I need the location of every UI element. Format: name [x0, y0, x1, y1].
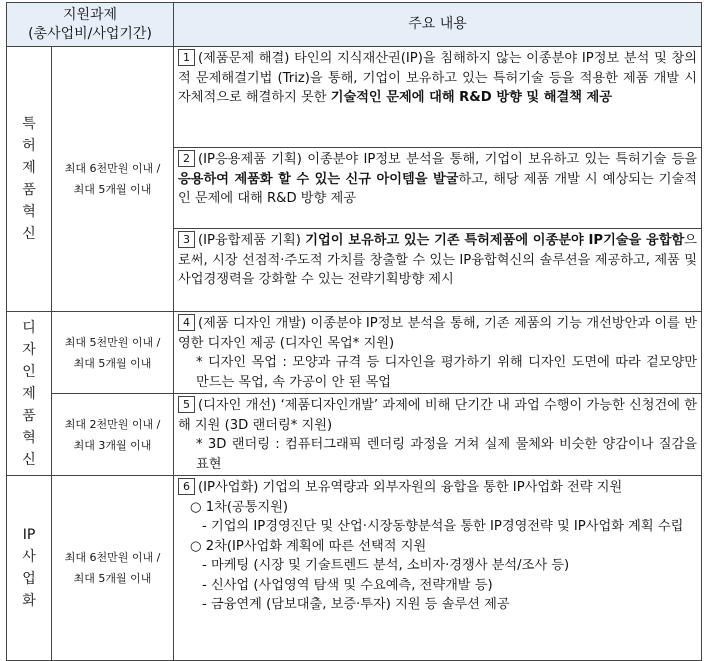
budget-ip: 최대 6천만원 이내 / 최대 5개월 이내	[52, 476, 174, 661]
phase-2-item: - 금융연계 (담보대출, 보증·투자) 지원 등 솔루션 제공	[202, 597, 510, 612]
item-number-badge: 2	[178, 150, 195, 167]
item-number-badge: 6	[178, 478, 195, 495]
item-6-content: 6 (IP사업화) 기업의 보유역량과 외부자원의 융합을 통한 IP사업화 전략 지원 ○ 1차(공통지원) - 기업의 IP경영진단 및 산업·시장동향분석을 통한 IP경영전략 및 IP사업화 계획 수립 ○ 2차(IP사업화 계획에 따른 선택적 지원 - 마케팅 (시장 및 기술트렌드 분석, 소비자·경쟁사 분석/조사 등) - 신사업 (사업영역 탐색 및 수요예측, 전략개발 등) - 금융연계 (담보대출, 보증·투자) 지원 등 솔루션 제공	[174, 476, 702, 661]
header-program-subtitle: (총사업비/사업기간)	[28, 25, 152, 42]
table-row	[7, 312, 702, 394]
item-number-badge: 5	[178, 396, 195, 413]
header-content-title: 주요 내용	[408, 16, 467, 32]
item-3-content: 3 (IP융합제품 기획) 기업이 보유하고 있는 기존 특허제품에 이종분야 IP기술을 융합함으로써, 시장 선점적·주도적 가치를 창출할 수 있는 IP융합혁신의 솔루션을 제공하고, 제품 및 사업경쟁력을 강화할 수 있는 전략기획방향 제시	[174, 229, 702, 312]
budget-design-improve: 최대 2천만원 이내 / 최대 3개월 이내	[52, 394, 174, 476]
header-program-title: 지원과제	[62, 6, 118, 23]
item-2-content: 2 (IP응용제품 기획) 이종분야 IP정보 분석을 통해, 기업이 보유하고 있는 특허기술 등을 응용하여 제품화 할 수 있는 신규 아이템을 발굴하고, 해당 제품 개발 시 예상되는 기술적인 문제에 대해 R&D 방향 제공	[174, 148, 702, 229]
item-number-badge: 4	[178, 314, 195, 331]
table-row	[7, 47, 702, 148]
phase-2-item: - 신사업 (사업영역 탐색 및 수요예측, 전략개발 등)	[202, 577, 493, 593]
header-program-cell	[7, 3, 174, 47]
item-5-footnote: * 3D 랜더링 : 컴퓨터그래픽 렌더링 과정을 거쳐 실제 물체와 비슷한 양감이나 질감을 표현	[196, 437, 697, 472]
phase-1-item: - 기업의 IP경영진단 및 산업·시장동향분석을 통한 IP경영전략 및 IP사업화 계획 수립	[202, 519, 684, 534]
item-4-content: 4 (제품 디자인 개발) 이종분야 IP정보 분석을 통해, 기존 제품의 기능 개선방안과 이를 반영한 디자인 제공 (디자인 목업* 지원) * 디자인 목업 : 모양과 규격 등 디자인을 평가하기 위해 디자인 도면에 따라 겉모양만 만드는 목업, 속 가공이 안 된 목업	[174, 312, 702, 394]
phase-2-heading: ○ 2차(IP사업화 계획에 따른 선택적 지원	[190, 538, 427, 554]
budget-design-dev: 최대 5천만원 이내 / 최대 5개월 이내	[52, 312, 174, 394]
item-number-badge: 1	[178, 49, 195, 66]
item-number-badge: 3	[178, 231, 195, 248]
table-row	[7, 394, 702, 476]
item-1-content: 1 (제품문제 해결) 타인의 지식재산권(IP)을 침해하지 않는 이종분야 IP정보 분석 및 창의적 문제해결기법 (Triz)을 통해, 기업이 보유하고 있는 특허기술 등을 적용한 제품 개발 시 자체적으로 해결하지 못한 기술적인 문제에 대해 R&D 방향 및 해결책 제공	[174, 47, 702, 148]
group-name-design: 디 자 인 제 품 혁 신	[7, 312, 52, 476]
group-name-patent: 특 허 제 품 혁 신	[7, 47, 52, 312]
phase-1-heading: ○ 1차(공통지원)	[190, 499, 289, 515]
table-row	[7, 476, 702, 661]
table-header-row	[7, 3, 702, 47]
header-content-cell	[174, 3, 702, 47]
group-name-ip: IP 사 업 화	[7, 476, 52, 661]
budget-patent: 최대 6천만원 이내 / 최대 5개월 이내	[52, 47, 174, 312]
item-5-content: 5 (디자인 개선) ‘제품디자인개발’ 과제에 비해 단기간 내 과업 수행이 가능한 신청건에 한해 지원 (3D 랜더링* 지원) * 3D 랜더링 : 컴퓨터그래픽 렌더링 과정을 거쳐 실제 물체와 비슷한 양감이나 질감을 표현	[174, 394, 702, 476]
item-4-footnote: * 디자인 목업 : 모양과 규격 등 디자인을 평가하기 위해 디자인 도면에 따라 겉모양만 만드는 목업, 속 가공이 안 된 목업	[196, 355, 697, 390]
phase-2-item: - 마케팅 (시장 및 기술트렌드 분석, 소비자·경쟁사 분석/조사 등)	[202, 558, 570, 573]
support-program-table	[6, 2, 702, 661]
